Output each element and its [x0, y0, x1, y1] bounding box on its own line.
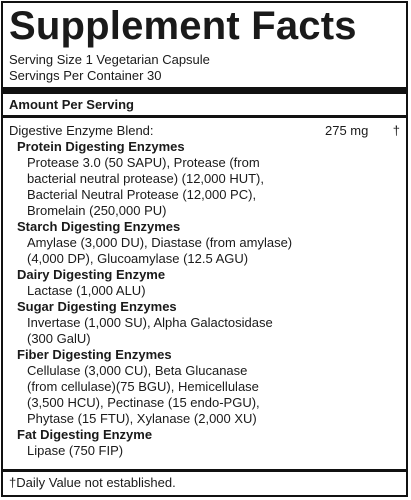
enzyme-line: (4,000 DP), Glucoamylase (12.5 AGU) — [27, 251, 249, 266]
enzyme-line: Lactase (1,000 ALU) — [27, 283, 146, 298]
enzyme-group-heading: Dairy Digesting Enzyme — [17, 267, 166, 282]
enzyme-line: (3,500 HCU), Pectinase (15 endo-PGU), — [27, 395, 260, 410]
enzyme-groups — [17, 139, 398, 459]
enzyme-group-heading: Sugar Digesting Enzymes — [17, 299, 177, 314]
enzyme-group-heading: Fiber Digesting Enzymes — [17, 347, 172, 362]
enzyme-line: Lipase (750 FIP) — [27, 443, 124, 458]
servings-per-container: Servings Per Container 30 — [9, 68, 162, 83]
enzyme-group — [17, 267, 398, 299]
blend-amount: 275 mg — [325, 123, 369, 138]
enzyme-group — [17, 219, 398, 267]
blend-row — [9, 123, 400, 139]
enzyme-group — [17, 347, 398, 427]
panel-title: Supplement Facts — [9, 4, 357, 48]
serving-size: Serving Size 1 Vegetarian Capsule — [9, 52, 210, 67]
enzyme-line: Invertase (1,000 SU), Alpha Galactosidase — [27, 315, 273, 330]
enzyme-line: Protease 3.0 (50 SAPU), Protease (from — [27, 155, 260, 170]
enzyme-line: Bromelain (250,000 PU) — [27, 203, 167, 218]
enzyme-line: (300 GalU) — [27, 331, 91, 346]
footnote: †Daily Value not established. — [9, 475, 176, 490]
enzyme-line: Bacterial Neutral Protease (12,000 PC), — [27, 187, 257, 202]
bottom-divider — [3, 469, 406, 472]
enzyme-line: Amylase (3,000 DU), Diastase (from amylase) — [27, 235, 293, 250]
enzyme-group — [17, 139, 398, 219]
serving-info — [9, 52, 210, 84]
blend-name: Digestive Enzyme Blend: — [9, 123, 154, 138]
enzyme-line: (from cellulase)(75 BGU), Hemicellulase — [27, 379, 259, 394]
blend-daily-value: † — [392, 123, 400, 138]
enzyme-group — [17, 299, 398, 347]
supplement-facts-panel — [1, 1, 408, 497]
thick-divider — [3, 87, 406, 94]
enzyme-line: bacterial neutral protease) (12,000 HUT), — [27, 171, 265, 186]
enzyme-group — [17, 427, 398, 459]
amount-per-serving-header: Amount Per Serving — [9, 97, 134, 112]
enzyme-group-heading: Fat Digesting Enzyme — [17, 427, 153, 442]
thin-divider — [3, 115, 406, 118]
enzyme-line: Cellulase (3,000 CU), Beta Glucanase — [27, 363, 248, 378]
enzyme-line: Phytase (15 FTU), Xylanase (2,000 XU) — [27, 411, 257, 426]
enzyme-group-heading: Starch Digesting Enzymes — [17, 219, 181, 234]
enzyme-group-heading: Protein Digesting Enzymes — [17, 139, 185, 154]
